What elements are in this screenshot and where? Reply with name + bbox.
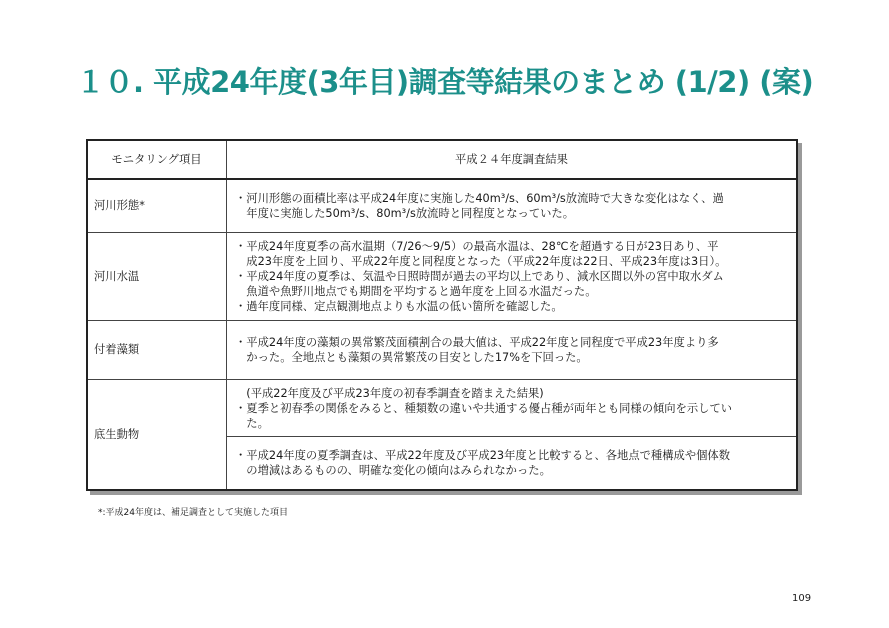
result-line: の増減はあるものの、明確な変化の傾向はみられなかった。 — [235, 464, 551, 478]
result-line: 年度に実施した50m³/s、80m³/s放流時と同程度となっていた。 — [235, 206, 575, 220]
result-line: かった。全地点とも藻類の異常繁茂の目安とした17%を下回った。 — [235, 350, 588, 364]
result-line: ・平成24年度夏季の高水温期（7/26～9/5）の最高水温は、28℃を超過する日が23日あり、平 — [235, 239, 719, 253]
result-line: (平成22年度及び平成23年度の初春季調査を踏まえた結果) — [235, 386, 544, 400]
result-line: 魚道や魚野川地点でも期間を平均すると過年度を上回る水温だった。 — [235, 284, 597, 298]
table-row — [87, 320, 797, 379]
row-result-cell — [227, 379, 798, 436]
row-item-label: 河川形態* — [87, 179, 227, 232]
footnote: *:平成24年度は、補足調査として実施した項目 — [98, 508, 288, 518]
result-line: ・河川形態の面積比率は平成24年度に実施した40m³/s、60m³/s放流時で大きな変化はなく、過 — [235, 191, 724, 205]
table-row — [87, 179, 797, 232]
page-number: 109 — [792, 593, 812, 604]
results-table-container — [86, 139, 798, 491]
result-line: ・平成24年度の夏季は、気温や日照時間が過去の平均以上であり、減水区間以外の宮中取水ダム — [235, 269, 724, 283]
table-row — [87, 379, 797, 436]
row-item-label: 河川水温 — [87, 232, 227, 320]
result-line: ・夏季と初春季の関係をみると、種類数の違いや共通する優占種が両年とも同様の傾向を示してい — [235, 401, 733, 415]
result-line: ・過年度同様、定点観測地点よりも水温の低い箇所を確認した。 — [235, 299, 563, 313]
row-result-cell — [227, 437, 798, 490]
results-table — [86, 139, 798, 491]
result-line: 成23年度を上回り、平成22年度と同程度となった（平成22年度は22日、平成23年度は3日）。 — [235, 254, 727, 268]
header-item: モニタリング項目 — [87, 140, 227, 179]
row-result-cell — [227, 179, 798, 232]
result-line: ・平成24年度の藻類の異常繁茂面積割合の最大値は、平成22年度と同程度で平成23年度より多 — [235, 335, 719, 349]
table-header-row — [87, 140, 797, 179]
table-row — [87, 232, 797, 320]
result-line: ・平成24年度の夏季調査は、平成22年度及び平成23年度と比較すると、各地点で種構成や個体数 — [235, 449, 731, 463]
row-result-cell — [227, 320, 798, 379]
row-result-cell — [227, 232, 798, 320]
page-title: １０. 平成24年度(3年目)調査等結果のまとめ (1/2) (案) — [76, 65, 814, 99]
header-result: 平成２４年度調査結果 — [227, 140, 798, 179]
result-line: た。 — [235, 416, 269, 430]
row-item-label: 付着藻類 — [87, 320, 227, 379]
row-item-label: 底生動物 — [87, 379, 227, 490]
